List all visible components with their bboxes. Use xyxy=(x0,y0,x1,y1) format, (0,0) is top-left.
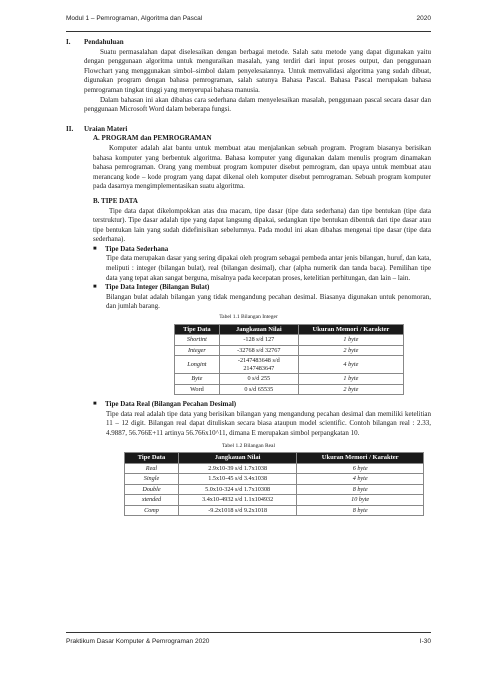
table-row xyxy=(175,345,404,356)
table-row xyxy=(175,384,404,395)
table-cell: 2 byte xyxy=(298,345,403,356)
table-cell: 10 byte xyxy=(297,495,424,506)
integer-table xyxy=(174,324,404,396)
table-row xyxy=(125,484,424,495)
bullet-1-paragraph: Tipe data merupakan dasar yang sering dipakai oleh program sebagai pembeda antar jenis bilangan, huruf, dan kata, meliputi : integer (bilangan bulat), real (bilangan desimal), char (alpha numerik dan tanda baca). Pemilihan tipe data yang tepat akan sangat berguna, misalnya pada kecepatan proses, ketelitian perhitungan, dan lain – lain. xyxy=(106,254,431,282)
bullet-3-paragraph: Tipe data real adalah tipe data yang berisikan bilangan yang mengandung pecahan desimal dan memiliki ketelitian 11 – 12 digit. Bilangan real dapat dituliskan secara biasa ataupun model scientific. Contoh bilangan real : 2.33, 4.9887, 56.766E+11 artinya 56.766x10^11, dimana E merupakan simbol perpangkatan 10. xyxy=(106,409,431,437)
table-1-caption: Tabel 1.1 Bilangan Integer xyxy=(219,314,278,321)
table-cell: -128 s/d 127 xyxy=(219,335,298,346)
table-cell: 5.0x10-324 s/d 1.7x10308 xyxy=(178,484,296,495)
subsection-b-title: B. TIPE DATA xyxy=(93,196,138,205)
table-2-header-memory: Ukuran Memori / Karakter xyxy=(297,453,424,464)
page-content xyxy=(66,38,431,516)
section-1-title: Pendahuluan xyxy=(84,38,124,46)
bullet-2-paragraph: Bilangan bulat adalah bilangan yang tidak mengandung pecahan desimal. Biasanya digunakan untuk penomoran, dan jumlah barang. xyxy=(106,292,431,311)
table-cell: 6 byte xyxy=(297,463,424,474)
real-table xyxy=(124,452,424,516)
bullet-2-title: Tipe Data Integer (Bilangan Bulat) xyxy=(105,283,210,292)
section-1-number: I. xyxy=(66,38,71,46)
square-bullet-icon: ■ xyxy=(93,401,97,408)
section-2-title: Uraian Materi xyxy=(84,124,128,133)
bullet-tipe-data-real xyxy=(93,400,431,410)
bullet-1-title: Tipe Data Sederhana xyxy=(105,244,169,253)
subsection-a-paragraph: Komputer adalah alat bantu untuk membuat atau menjalankan sebuah program. Program biasanya berisikan bahasa komputer yang berbentuk algoritma. Bahasa komputer yang digunakan dalam menulis program dinamakan bahasa pemrograman. Orang yang membuat program komputer disebut pemrogram, dan upaya untuk membuat atau merancang kode – kode program yang dapat dikenal oleh komputer disebut pemrograman. Sebuah program komputer pada dasarnya mengimplementasikan suatu algoritma. xyxy=(93,143,431,191)
table-cell: -9.2x1018 s/d 9.2x1018 xyxy=(178,505,296,516)
table-2-caption: Tabel 1.2 Bilangan Real xyxy=(221,442,276,449)
section-2-number: II. xyxy=(66,124,74,133)
section-2-heading xyxy=(66,125,431,135)
page-footer xyxy=(66,632,431,645)
page-header xyxy=(66,15,431,32)
table-cell: 1 byte xyxy=(298,335,403,346)
table-cell: Double xyxy=(125,484,179,495)
bullet-tipe-data-integer xyxy=(93,283,431,293)
table-cell: 0 s/d 255 xyxy=(219,374,298,385)
table-cell: 2.9x10-39 s/d 1.7x1038 xyxy=(178,463,296,474)
table-cell: Comp xyxy=(125,505,179,516)
table-cell: 4 byte xyxy=(297,474,424,485)
table-cell: 1 byte xyxy=(298,374,403,385)
table-row xyxy=(175,356,404,374)
section-1-paragraph-1: Suatu permasalahan dapat diselesaikan dengan berbagai metode. Salah satu metode yang dapat digunakan yaitu dengan penggunaan algoritma untuk menguraikan masalah, yang terdiri dari input proses output, dan penggunaan Flowchart yang menggunakan simbol–simbol dalam penyelesaiannya. Untuk memvalidasi algoritma yang sudah dibuat, digunakan program dengan bahasa pemrograman, salah satunya Bahasa Pascal. Bahasa Pascal merupakan bahasa pemrograman tingkat tinggi yang menyerupai bahasa manusia. xyxy=(84,47,431,94)
header-left: Modul 1 – Pemrograman, Algoritma dan Pascal xyxy=(66,15,203,22)
table-cell: -32768 s/d 32767 xyxy=(219,345,298,356)
table-cell: 0 s/d 65535 xyxy=(219,384,298,395)
table-cell: Byte xyxy=(175,374,220,385)
table-cell: Word xyxy=(175,384,220,395)
table-cell: Integer xyxy=(175,345,220,356)
table-cell: 8 byte xyxy=(297,484,424,495)
table-cell: 3.4x10-4932 s/d 1.1x104932 xyxy=(178,495,296,506)
table-1-header-memory: Ukuran Memori / Karakter xyxy=(298,324,403,335)
square-bullet-icon: ■ xyxy=(93,245,97,252)
bullet-tipe-data-sederhana xyxy=(93,245,431,255)
table-cell: Longint xyxy=(175,356,220,374)
table-cell: Real xyxy=(125,463,179,474)
square-bullet-icon: ■ xyxy=(93,284,97,291)
table-1-header-range: Jangkauan Nilai xyxy=(219,324,298,335)
table-cell: -2147483648 s/d 2147483647 xyxy=(219,356,298,374)
table-cell: 8 byte xyxy=(297,505,424,516)
table-row xyxy=(175,374,404,385)
table-cell: xtended xyxy=(125,495,179,506)
table-row xyxy=(125,474,424,485)
table-row xyxy=(125,495,424,506)
table-1-header-type: Tipe Data xyxy=(175,324,220,335)
table-row xyxy=(125,505,424,516)
table-row xyxy=(175,335,404,346)
subsection-a-title: A. PROGRAM dan PEMROGRAMAN xyxy=(93,134,212,143)
bullet-3-title: Tipe Data Real (Bilangan Pecahan Desimal) xyxy=(105,400,237,409)
footer-left: Praktikum Dasar Komputer & Pemrograman 2020 xyxy=(66,638,210,645)
table-row xyxy=(125,463,424,474)
subsection-b-paragraph: Tipe data dapat dikelompokkan atas dua macam, tipe dasar (tipe data sederhana) dan tipe bentukan (tipe data terstruktur). Tipe dasar adalah tipe yang dapat langsung dipakai, sedangkan tipe bentukan dibentuk dari tipe dasar atau tipe bentukan lain yang sudah didefinisikan sebelumnya. Pada modul ini akan dibahas mengenai tipe dasar (tipe data sederhana). xyxy=(93,206,431,244)
table-2-header-type: Tipe Data xyxy=(125,453,179,464)
section-1-heading xyxy=(66,38,431,48)
table-cell: Shortint xyxy=(175,335,220,346)
table-cell: Single xyxy=(125,474,179,485)
table-2-header-range: Jangkauan Nilai xyxy=(178,453,296,464)
table-cell: 4 byte xyxy=(298,356,403,374)
section-1-paragraph-2: Dalam bahasan ini akan dibahas cara sederhana dalam menyelesaikan masalah, penggunaan pascal secara dasar dan penggunaan Microsoft Word dalam beberapa fungsi. xyxy=(84,95,431,114)
table-cell: 1.5x10-45 s/d 3.4x1038 xyxy=(178,474,296,485)
table-cell: 2 byte xyxy=(298,384,403,395)
footer-right: I-30 xyxy=(419,638,431,645)
header-right: 2020 xyxy=(416,15,431,22)
